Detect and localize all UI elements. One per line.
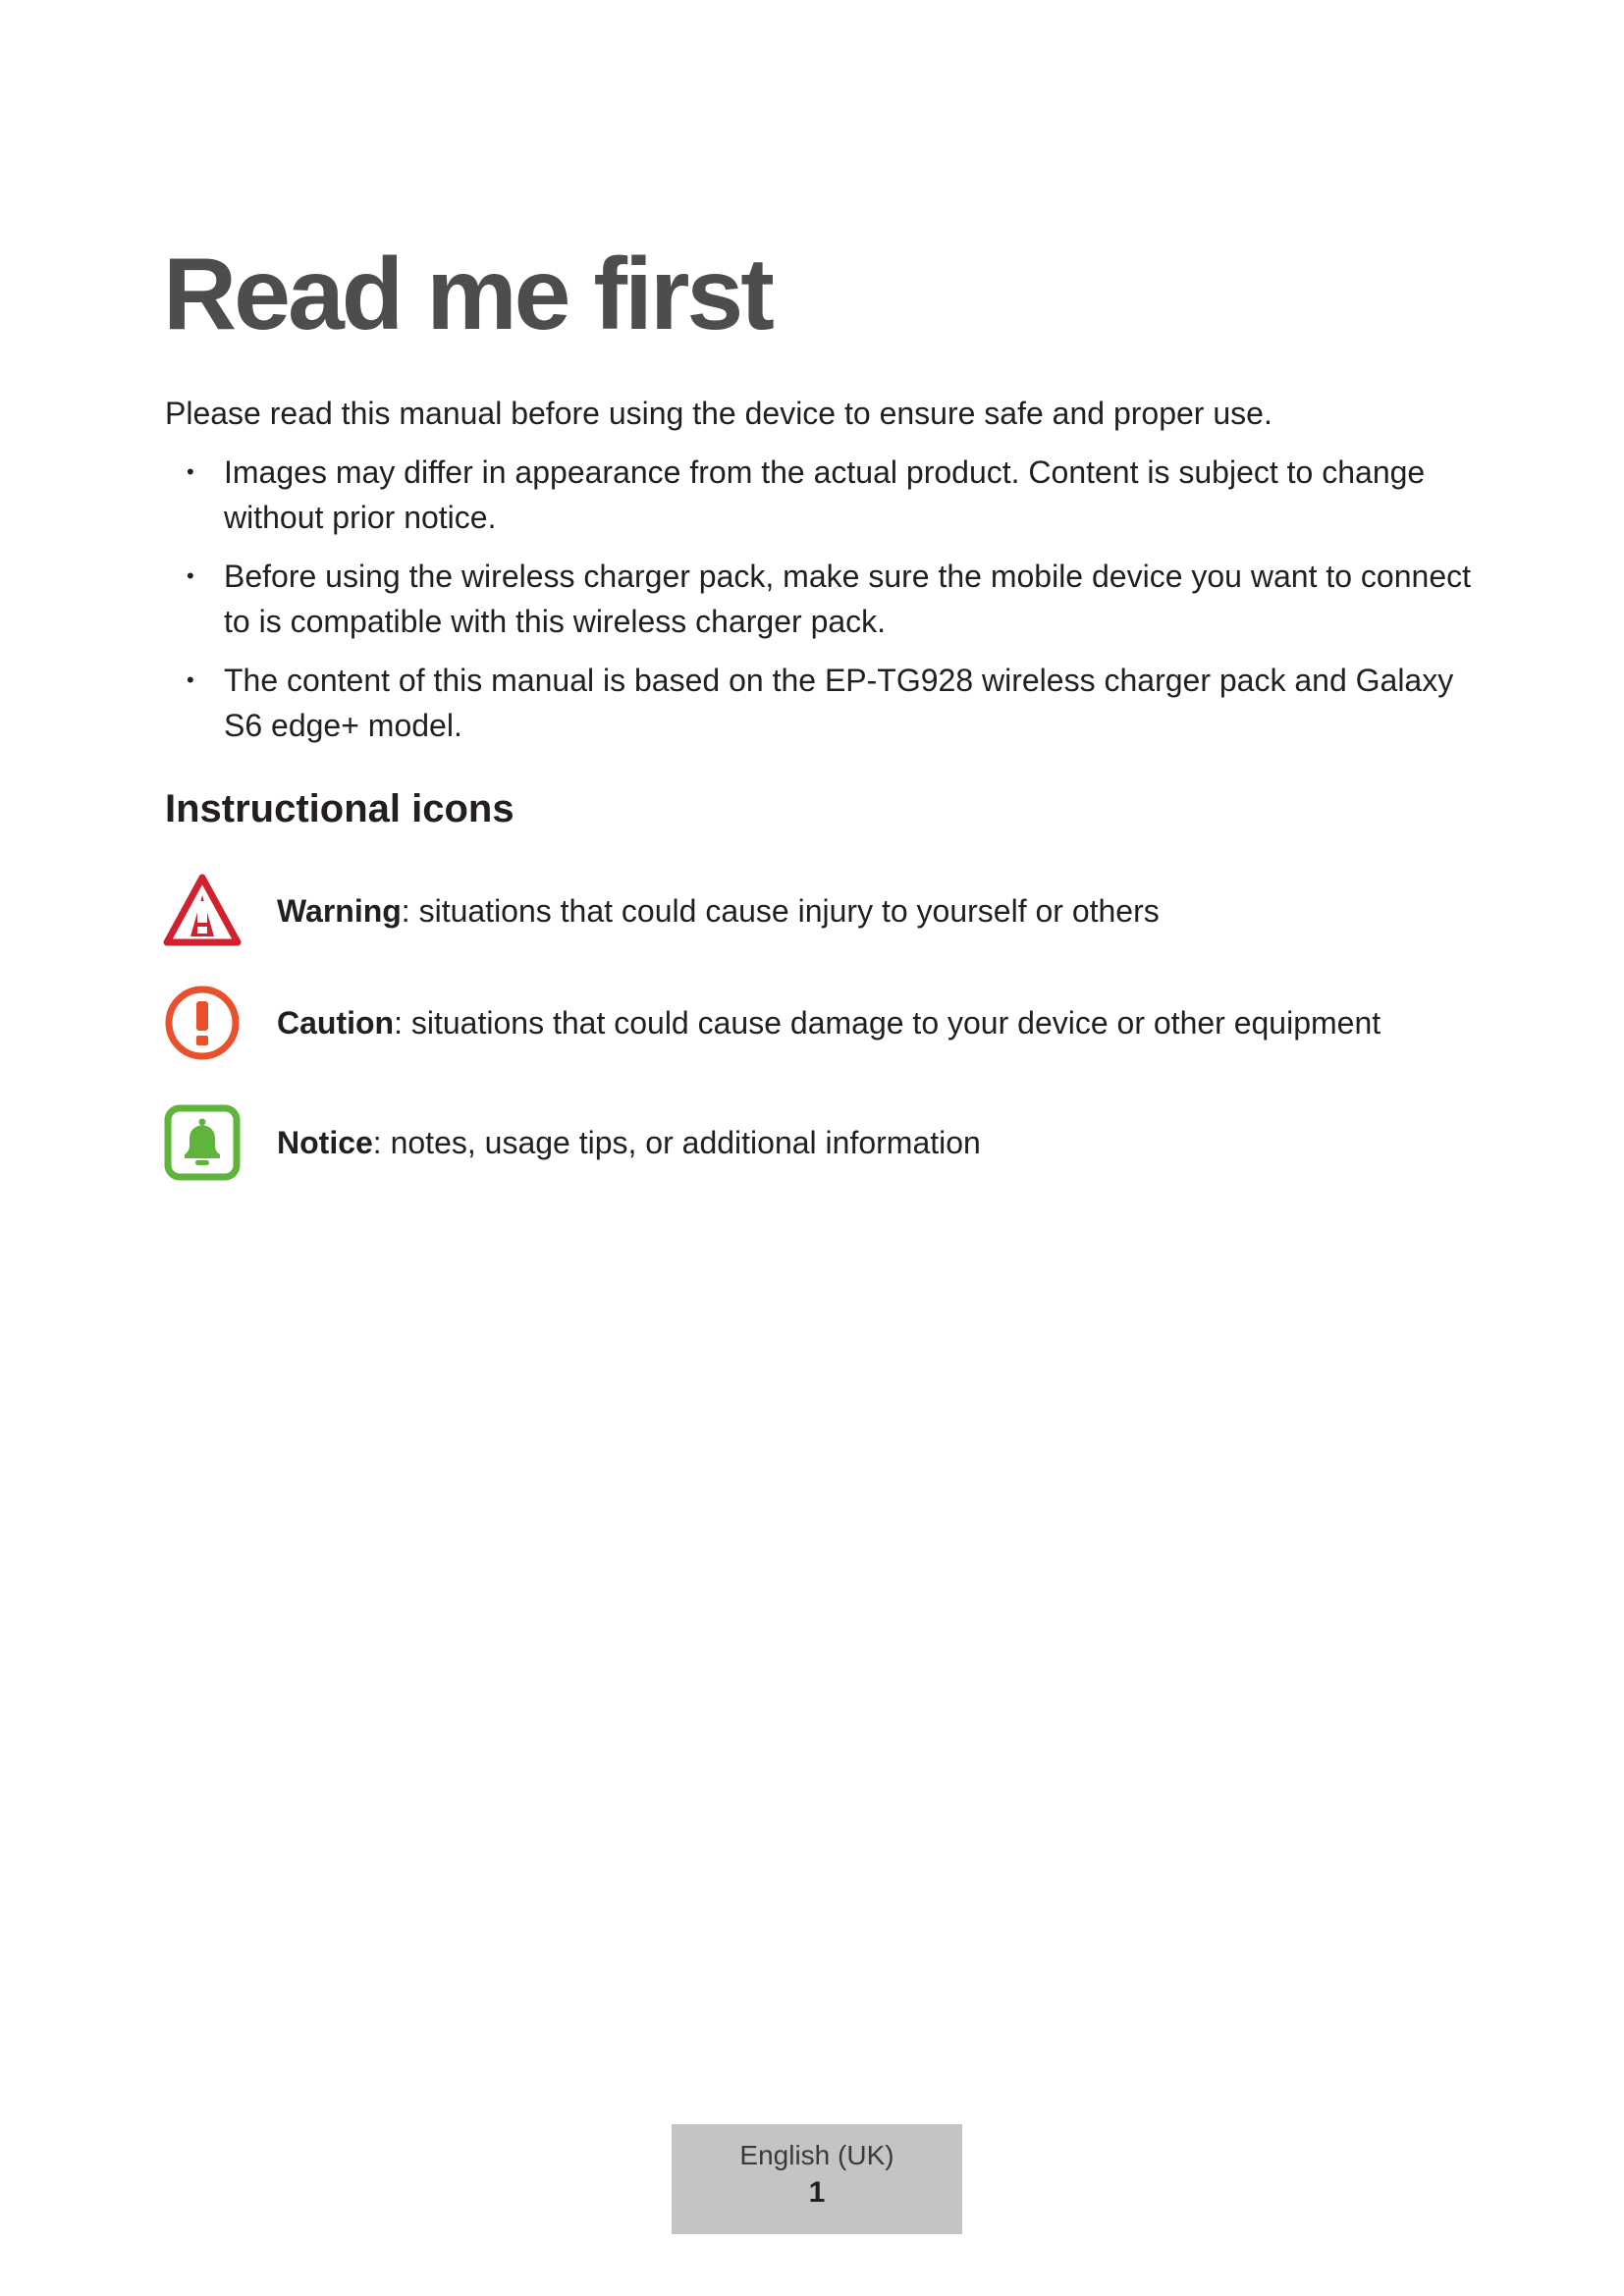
caution-description	[277, 1000, 1380, 1045]
warning-triangle-icon	[163, 872, 242, 950]
notice-separator: :	[372, 1125, 382, 1160]
notice-description	[277, 1120, 981, 1165]
list-item	[165, 554, 1481, 644]
list-item	[165, 450, 1481, 540]
list-item-text: Images may differ in appearance from the actual product. Content is subject to change without prior notice.	[224, 454, 1426, 535]
notice-bell-icon	[163, 1103, 242, 1182]
bullet-dot: •	[187, 459, 194, 484]
instructional-icon-row-caution	[163, 984, 1479, 1062]
warning-label: Warning	[277, 893, 402, 929]
instructional-icon-row-notice	[163, 1103, 1479, 1182]
warning-text: situations that could cause injury to yourself or others	[409, 893, 1160, 929]
caution-circle-icon	[163, 984, 242, 1062]
instructional-icon-row-warning	[163, 872, 1479, 950]
page-title: Read me first	[163, 238, 772, 351]
bullet-dot: •	[187, 563, 194, 588]
page-footer	[672, 2124, 962, 2234]
notice-text: notes, usage tips, or additional information	[381, 1125, 981, 1160]
list-item-text: Before using the wireless charger pack, make sure the mobile device you want to connect to is compatible with this wireless charger pack.	[224, 559, 1471, 639]
footer-language: English (UK)	[739, 2140, 894, 2170]
intro-paragraph: Please read this manual before using the device to ensure safe and proper use.	[165, 396, 1272, 431]
list-item	[165, 658, 1481, 748]
bullet-dot: •	[187, 667, 194, 692]
list-item-text: The content of this manual is based on the EP-TG928 wireless charger pack and Galaxy S6 edge+ model.	[224, 663, 1454, 743]
warning-separator: :	[401, 893, 410, 929]
notice-label: Notice	[277, 1125, 373, 1160]
caution-text: situations that could cause damage to your device or other equipment	[402, 1005, 1381, 1041]
caution-separator: :	[394, 1005, 403, 1041]
bullet-list	[165, 450, 1481, 762]
warning-description	[277, 888, 1160, 934]
section-heading-instructional-icons: Instructional icons	[165, 787, 514, 830]
caution-label: Caution	[277, 1005, 395, 1041]
page-number: 1	[808, 2176, 826, 2209]
